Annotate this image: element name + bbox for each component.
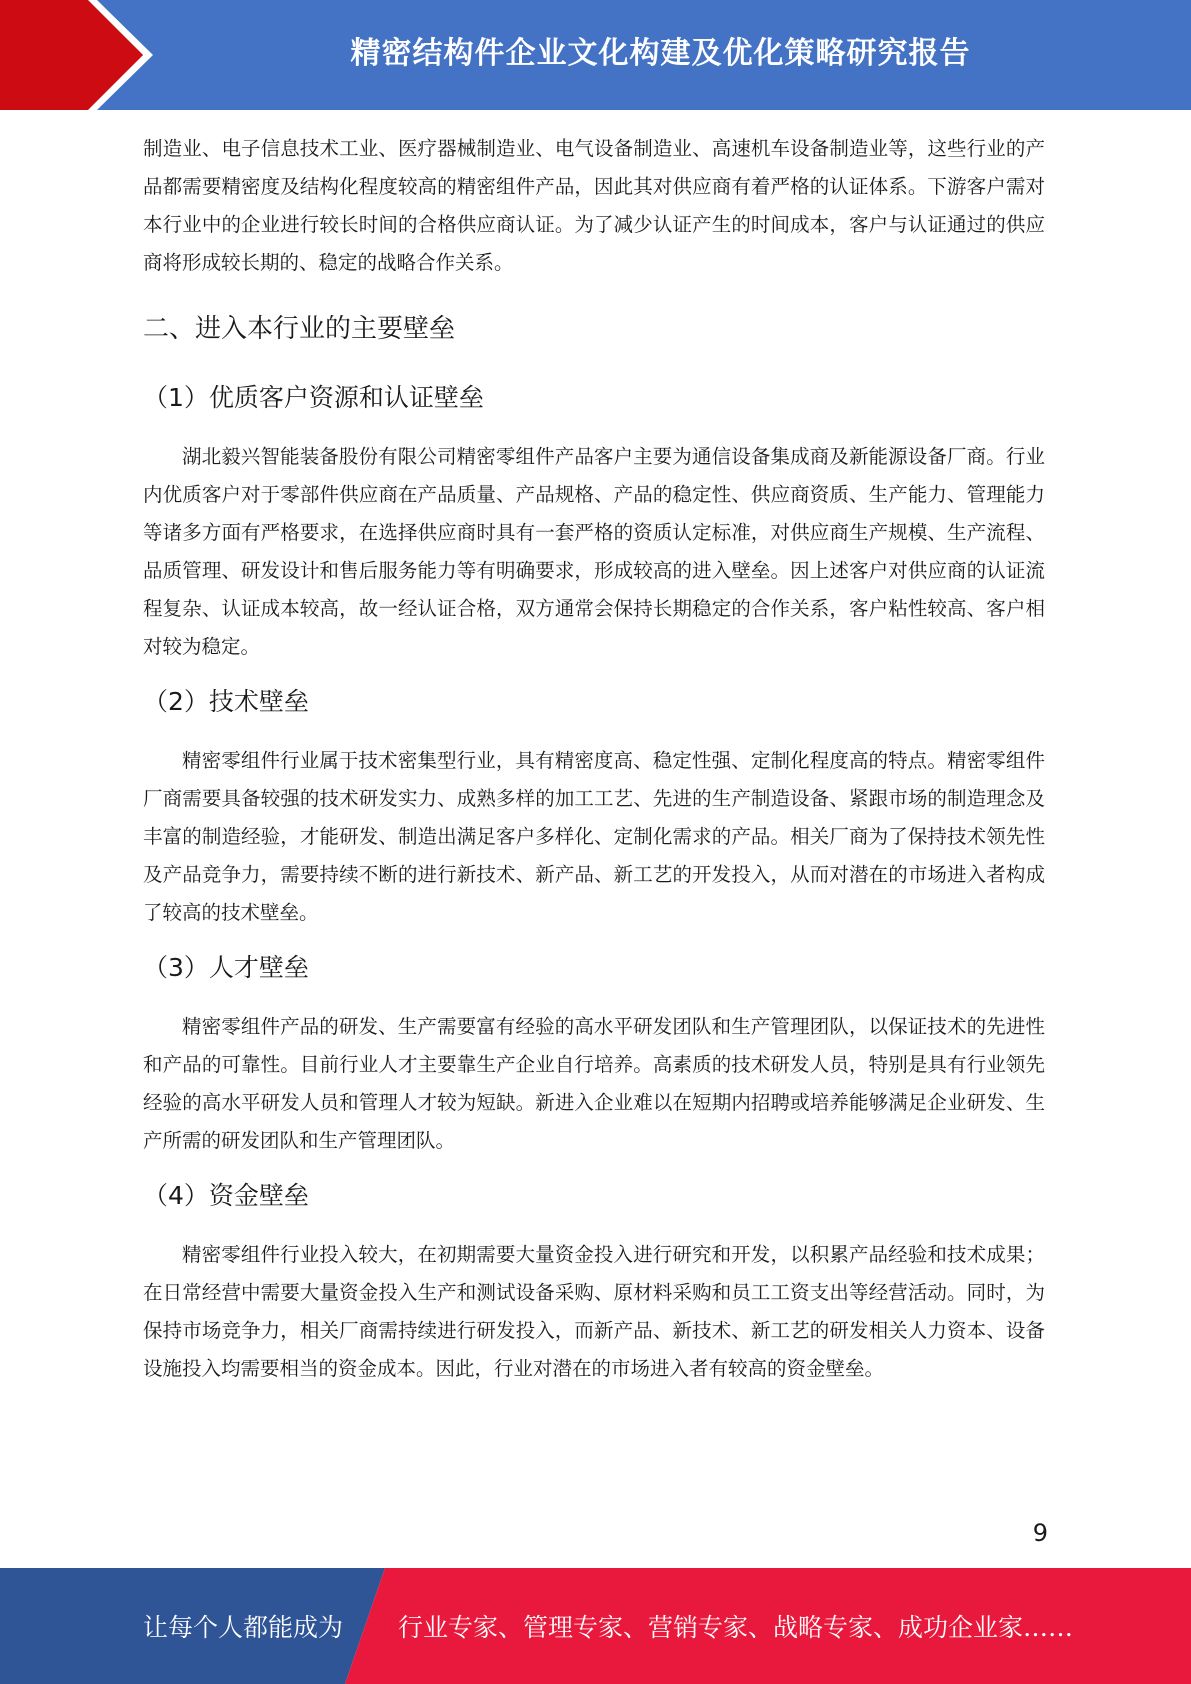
footer-slogan-left: 让每个人都能成为 xyxy=(143,1613,344,1642)
header-banner xyxy=(0,0,1191,110)
footer-banner xyxy=(0,1568,1191,1684)
report-title: 精密结构件企业文化构建及优化策略研究报告 xyxy=(350,36,971,71)
subsection-paragraph-3: 精密零组件产品的研发、生产需要富有经验的高水平研发团队和生产管理团队，以保证技术的先进性和产品的可靠性。目前行业人才主要靠生产企业自行培养。高素质的技术研发人员，特别是具有行业领先经验的高水平研发人员和管理人才较为短缺。新进入企业难以在短期内招聘或培养能够满足企业研发、生产所需的研发团队和生产管理团队。 xyxy=(143,1015,1045,1152)
subsection-heading-3: （3）人才壁垒 xyxy=(143,953,309,982)
subsection-heading-4: （4）资金壁垒 xyxy=(143,1181,309,1210)
intro-paragraph: 制造业、电子信息技术工业、医疗器械制造业、电气设备制造业、高速机车设备制造业等，这些行业的产品都需要精密度及结构化程度较高的精密组件产品，因此其对供应商有着严格的认证体系。下游客户需对本行业中的企业进行较长时间的合格供应商认证。为了减少认证产生的时间成本，客户与认证通过的供应商将形成较长期的、稳定的战略合作关系。 xyxy=(143,137,1045,274)
subsection-heading-1: （1）优质客户资源和认证壁垒 xyxy=(143,383,484,412)
subsection-paragraph-1: 湖北毅兴智能装备股份有限公司精密零组件产品客户主要为通信设备集成商及新能源设备厂商。行业内优质客户对于零部件供应商在产品质量、产品规格、产品的稳定性、供应商资质、生产能力、管理能力等诸多方面有严格要求，在选择供应商时具有一套严格的资质认定标准，对供应商生产规模、生产流程、品质管理、研发设计和售后服务能力等有明确要求，形成较高的进入壁垒。因上述客户对供应商的认证流程复杂、认证成本较高，故一经认证合格，双方通常会保持长期稳定的合作关系，客户粘性较高、客户相对较为稳定。 xyxy=(143,445,1045,658)
page-number: 9 xyxy=(1032,1519,1048,1547)
subsection-paragraph-4: 精密零组件行业投入较大，在初期需要大量资金投入进行研究和开发，以积累产品经验和技术成果；在日常经营中需要大量资金投入生产和测试设备采购、原材料采购和员工工资支出等经营活动。同时，为保持市场竞争力，相关厂商需持续进行研发投入，而新产品、新技术、新工艺的研发相关人力资本、设备设施投入均需要相当的资金成本。因此，行业对潜在的市场进入者有较高的资金壁垒。 xyxy=(143,1243,1045,1380)
chevron-arrow-icon xyxy=(0,0,160,110)
subsection-paragraph-2: 精密零组件行业属于技术密集型行业，具有精密度高、稳定性强、定制化程度高的特点。精密零组件厂商需要具备较强的技术研发实力、成熟多样的加工工艺、先进的生产制造设备、紧跟市场的制造理念及丰富的制造经验，才能研发、制造出满足客户多样化、定制化需求的产品。相关厂商为了保持技术领先性及产品竞争力，需要持续不断的进行新技术、新产品、新工艺的开发投入，从而对潜在的市场进入者构成了较高的技术壁垒。 xyxy=(143,749,1045,924)
subsection-heading-2: （2）技术壁垒 xyxy=(143,687,309,716)
document-body xyxy=(143,130,1045,1388)
footer-slogan-right: 行业专家、管理专家、营销专家、战略专家、成功企业家…… xyxy=(398,1613,1074,1642)
section-heading: 二、进入本行业的主要壁垒 xyxy=(143,314,456,344)
